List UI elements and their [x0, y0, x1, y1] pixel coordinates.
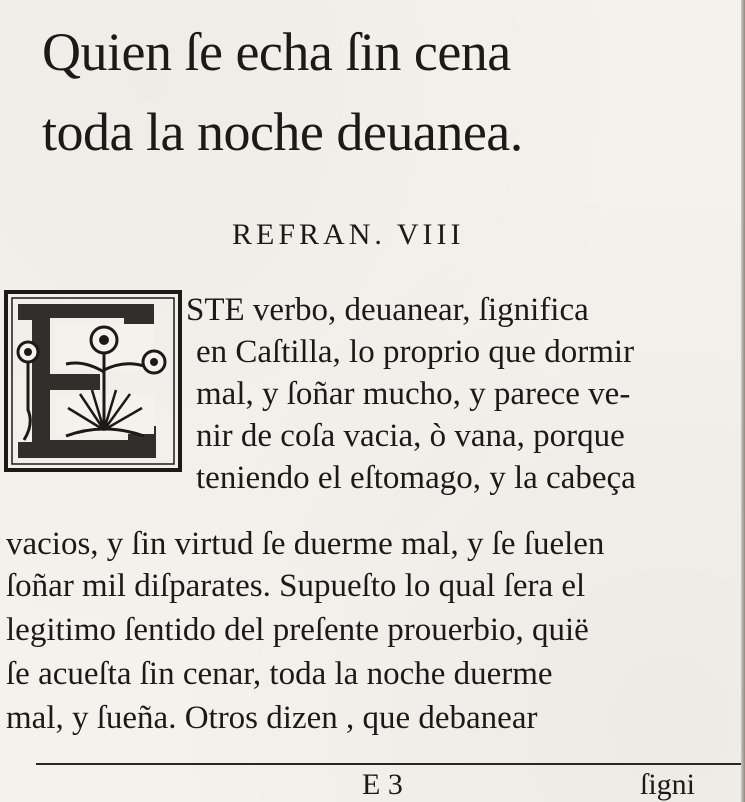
- signature-mark: E 3: [362, 768, 403, 801]
- title-line-1: Quien ſe echa ſin cena: [42, 22, 511, 82]
- body-line-7: ſoñar mil diſparates. Supueſto lo qual ſera el: [6, 568, 586, 604]
- body-line-4: nir de coſa vacia, ò vana, porque: [196, 418, 625, 454]
- body-line-1: STE verbo, deuanear, ſignifica: [186, 292, 589, 328]
- page-edge: [741, 0, 745, 802]
- section-heading: REFRAN. VIII: [232, 218, 465, 251]
- body-line-2: en Caſtilla, lo proprio que dormir: [196, 334, 635, 370]
- footer-rule: [36, 763, 745, 765]
- catchword: ſigni: [640, 768, 696, 801]
- title-line-2: toda la noche deuanea.: [42, 102, 523, 162]
- ornamental-initial-icon: [4, 290, 182, 472]
- body-line-6: vacios, y ſin virtud ſe duerme mal, y ſe ſuelen: [6, 526, 605, 562]
- body-line-3: mal, y ſoñar mucho, y parece ve-: [196, 376, 631, 412]
- body-line-9: ſe acueſta ſin cenar, toda la noche duerme: [6, 656, 553, 692]
- body-line-8: legitimo ſentido del preſente prouerbio, quië: [6, 612, 589, 648]
- body-line-5: teniendo el eſtomago, y la cabeça: [196, 460, 636, 496]
- body-line-10: mal, y ſueña. Otros dizen , que debanear: [6, 700, 538, 736]
